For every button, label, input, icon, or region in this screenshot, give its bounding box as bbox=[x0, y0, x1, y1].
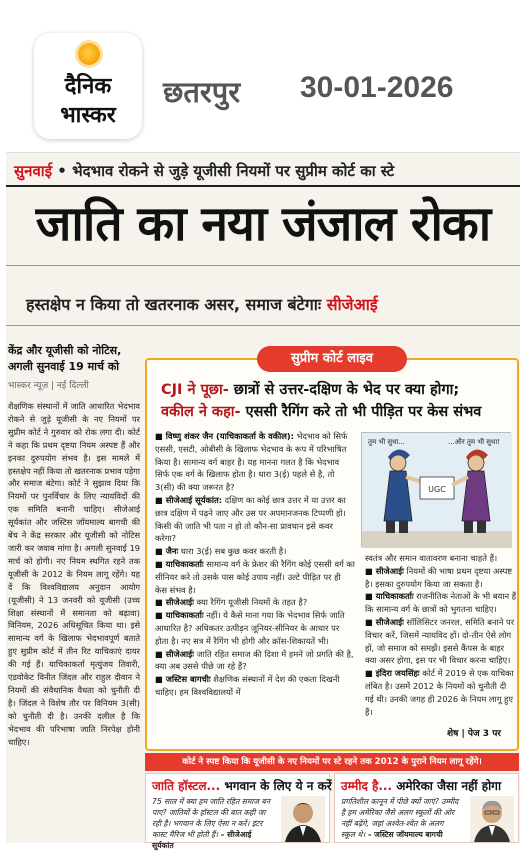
subheadline bbox=[26, 293, 506, 319]
left-column-story bbox=[8, 343, 140, 748]
quote-box-cji bbox=[145, 773, 332, 850]
edition-date: 30-01-2026 bbox=[300, 71, 454, 104]
transcript-entry: ■ याचिकाकर्ताः सामान्य वर्ग के फ्रेशर की रैगिंग कोई एससी वर्ग का सीनियर करे तो उसके पास कोई उपाय नहीं। उल्टे पीड़ित पर ही केस संभव है। bbox=[155, 558, 355, 595]
transcript-entry: ■ याचिकाकर्ताः नहीं। ये कैसे माना गया कि भेदभाव सिर्फ जाति आधारित है? अधिकतर उत्पीड़न जूनियर-सीनियर के आधार पर होता है। नए सत्र में रैगिंग भी होगी और क्रॉस-शिकायतें भी। bbox=[155, 610, 345, 646]
live-transcript-col1 bbox=[155, 430, 355, 699]
cartoon-ugc-label: UGC bbox=[428, 485, 446, 494]
continued-on-page: शेष | पेज 3 पर bbox=[447, 729, 501, 739]
left-column-body: शैक्षणिक संस्थानों में जाति आधारित भेदभाव रोकने से जुड़े यूजीसी के नए नियमों पर सुप्रीम कोर्ट ने गुरुवार को रोक लगा दी। कोर्ट ने कहा कि प्रथम दृष्टया नियम अस्पष्ट हैं और इनका दुरुपयोग संभव है। इस मामले में हस्तक्षेप नहीं किया तो खतरनाक प्रभाव पड़ेगा और समाज बंटेगा। कोर्ट ने सुझाव दिया कि नियमों पर पुनर्विचार के लिए न्यायविदों की एक समिति बनानी चाहिए। सीजेआई सूर्यकांत और जस्टिस जॉयमाल्य बागची की बेंच ने केंद्र सरकार और यूजीसी को नोटिस जारी कर जवाब मांगा है। अगली सुनवाई 19 मार्च को होगी। नए नियम स्थगित रहने तक यूजीसी के 2012 के नियम लागू रहेंगे। यह दें कि विश्वविद्यालय अनुदान आयोग (यूजीसी) ने 13 जनवरी को यूजीसी (उच्च शिक्षा संस्थानों में समानता को बढ़ावा) विनियम, 2026 अधिसूचित किया था। इसे सामान्य वर्ग के खिलाफ भेदभावपूर्ण बताते हुए सुप्रीम कोर्ट में तीन रिट याचिकाएं दायर की गई हैं। याचिकाकर्ता मृत्युंजय तिवारी, एडवोकेट विनीत जिंदल और राहुल दीवान ने नियमों की संवैधानिक वैधता को चुनौती दी है। जिंदल ने विशेष तौर पर विनियम 3(सी) को चुनौती दी है। उनकी दलील है कि भेदभाव की परिभाषा जाति निरपेक्ष होनी चाहिए। bbox=[8, 401, 140, 747]
sun-icon bbox=[78, 43, 100, 65]
quote-text: 75 साल में क्या हम जाति रहित समाज बन पाए? जातियों के हॉस्टल की बात कही जा रही है। भगवान के लिए ऐसा न करें। इंटर कास्ट मैरिज भी होती हैं। – सीजेआई सूर्यकांत bbox=[152, 797, 270, 850]
lawyer-label: वकील ने कहा- bbox=[161, 404, 241, 420]
transcript-entry: ■ जैनः धारा 3(ई) सब कुछ कवर करती है। bbox=[155, 546, 287, 557]
transcript-entry: ■ सीजेआईः क्या रैगिंग यूजीसी नियमों के तहत है? bbox=[155, 597, 308, 608]
cartoon-illustration bbox=[362, 433, 512, 548]
transcript-entry: ■ जस्टिस बागचीः शैक्षणिक संस्थानों में देश की एकता दिखनी चाहिए। हम विश्वविद्यालयों में bbox=[155, 674, 340, 697]
left-column-headline: केंद्र और यूजीसी को नोटिस, अगली सुनवाई 19 मार्च को bbox=[8, 344, 122, 373]
lawyer-answer: एससी रैगिंग करे तो भी पीड़ित पर केस संभव bbox=[240, 404, 482, 420]
byline: भास्कर न्यूज़ | नई दिल्ली bbox=[8, 381, 89, 391]
quote-heading: उम्मीद है... अमेरिका जैसा नहीं होगा bbox=[341, 779, 502, 793]
cartoon-caption-right: ...और तुम भी सुधा! bbox=[448, 438, 500, 446]
live-question-line1 bbox=[161, 380, 511, 400]
rule-sub bbox=[6, 325, 520, 326]
live-question-line2 bbox=[161, 402, 511, 422]
kicker-text: • भेदभाव रोकने से जुड़े यूजीसी नियमों पर सुप्रीम कोर्ट का स्टे bbox=[57, 162, 395, 180]
logo-text-line2: भास्कर bbox=[60, 103, 116, 128]
transcript-entry: ■ विष्णु शंकर जैन (याचिकाकर्ता के वकील): भेदभाव को सिर्फ एससी, एसटी, ओबीसी के खिलाफ भेदभाव के रूप में परिभाषित किया है। सामान्य वर्ग बाहर है। यह मानना गलत है कि भेदभाव सिर्फ एक वर्ग के खिलाफ होता है। धारा 3(ई) पहले से है, तो 3(सी) की क्या जरूरत है? bbox=[155, 431, 348, 493]
logo-text-line1: दैनिक bbox=[64, 74, 112, 99]
transcript-entry: ■ सीजेआईः नियमों की भाषा प्रथम दृष्टया अस्पष्ट है। इसका दुरुपयोग किया जा सकता है। bbox=[365, 565, 513, 589]
quote-author: – जस्टिस जॉयमाल्य बागची bbox=[365, 830, 443, 839]
kicker-label: सुनवाई bbox=[14, 162, 53, 180]
cji-portrait bbox=[281, 796, 325, 842]
bagchi-portrait bbox=[470, 796, 514, 842]
quote-box-bagchi bbox=[334, 773, 519, 843]
cji-question: छात्रों से उत्तर-दक्षिण के भेद पर क्या होगा; bbox=[228, 382, 460, 398]
transcript-entry: ■ सीजेआईः जाति रहित समाज की दिशा में हमने जो प्रगति की है, क्या अब उससे पीछे जा रहे हैं? bbox=[155, 648, 354, 672]
editorial-cartoon bbox=[361, 432, 511, 547]
live-tab-label: सुप्रीम कोर्ट लाइव bbox=[257, 346, 407, 372]
transcript-entry: स्वतंत्र और समान वातावरण बनाना चाहते हैं। bbox=[365, 553, 498, 563]
edition-city: छतरपुर bbox=[163, 75, 241, 109]
live-transcript-col2 bbox=[365, 552, 517, 718]
subhead-attribution: सीजेआई bbox=[326, 295, 378, 314]
main-headline: जाति का नया जंजाल रोका bbox=[35, 196, 491, 252]
quote-heading: जाति हॉस्टल... भगवान के लिए ये न करें bbox=[152, 779, 332, 793]
supreme-court-live-box bbox=[145, 351, 519, 751]
rule-top bbox=[6, 185, 520, 187]
cji-label: CJI ने पूछा- bbox=[161, 382, 229, 398]
subhead-text: हस्तक्षेप न किया तो खतरनाक असर, समाज बंटेगाः bbox=[26, 295, 322, 314]
rule-mid bbox=[6, 265, 520, 266]
dainik-bhaskar-logo bbox=[34, 33, 142, 139]
cartoon-caption-left: तुम भी सुधा... bbox=[368, 438, 405, 446]
transcript-entry: ■ सीजेआईः सॉलिसिटर जनरल, समिति बनाने पर विचार करें, जिसमें न्यायविद हों। दो-तीन ऐसे लोग हों, जो समाज को समझें। इससे कैंपस के बाहर क्या असर होगा, इस पर भी विचार करना चाहिए। bbox=[365, 616, 515, 666]
kicker bbox=[14, 161, 514, 181]
transcript-entry: ■ सीजेआई सूर्यकांत: दक्षिण का कोई छात्र उत्तर में या उत्तर का छात्र दक्षिण में पढ़ने जाए और उस पर अपमानजनक टिप्पणी हो। किसी की जाति भी पता न हो तो कौन-सा प्रावधान इसे कवर करेगा? bbox=[155, 494, 346, 544]
summary-banner: कोर्ट ने स्पष्ट किया कि यूजीसी के नए नियमों पर स्टे रहने तक 2012 के पुराने नियम लागू रहेंगे। bbox=[145, 753, 519, 771]
transcript-entry: ■ याचिकाकर्ताः राजनीतिक नेताओं के भी बयान हैं कि सामान्य वर्ग के छात्रों को भुगतना चाहिए। bbox=[365, 591, 517, 615]
transcript-entry: ■ इंदिरा जयसिंहः कोर्ट में 2019 से एक याचिका लंबित है। उसमें 2012 के नियमों को चुनौती दी गई थी। उनकी जगह ही 2026 के नियम लागू हुए हैं। bbox=[365, 668, 514, 717]
newspaper-header bbox=[0, 0, 526, 150]
news-clipping bbox=[6, 152, 520, 850]
quote-text: प्रगतिशील कानून में पीछे क्यों जाएं? उम्मीद है हम अमेरिका जैसे अलग स्कूलों की ओर नहीं बढ़ेंगे, जहां अश्वेत-श्वेत के अलग स्कूल थे। – जस्टिस जॉयमाल्य बागची bbox=[341, 797, 459, 839]
quote-author: – सीजेआई सूर्यकांत bbox=[152, 830, 252, 850]
